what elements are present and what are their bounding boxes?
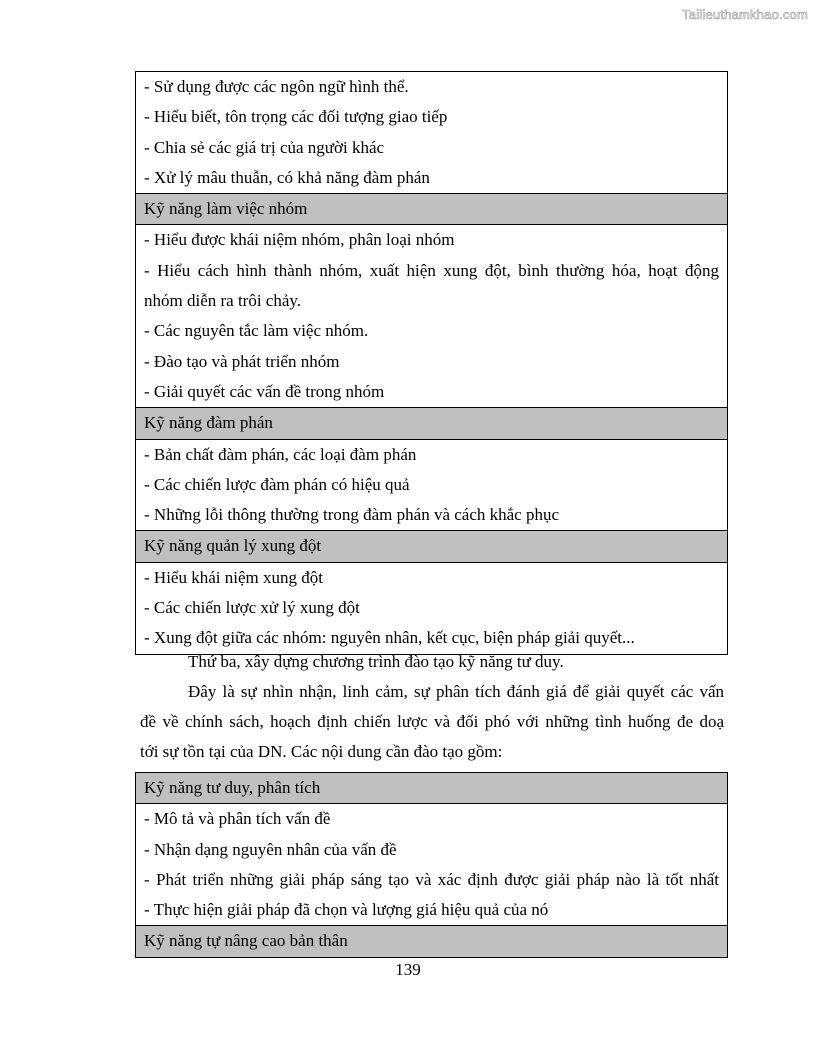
paragraph-line: đề về chính sách, hoạch định chiến lược và đối phó với những tình huống đe doạ [140,712,724,731]
list-item: - Nhận dạng nguyên nhân của vấn đề [144,839,397,859]
conflict-items [136,563,727,654]
list-item: - Xử lý mâu thuẫn, có khả năng đàm phán [144,167,430,187]
negotiation-items [136,440,727,531]
section-heading: Kỹ năng đàm phán [144,413,273,433]
conflict-heading-row [136,530,727,562]
list-item: - Hiểu được khái niệm nhóm, phân loại nhóm [144,230,455,250]
selfimprove-heading-row [136,925,727,956]
paragraph-line: Đây là sự nhìn nhận, linh cảm, sự phân tích đánh giá để giải quyết các vấn [188,682,724,701]
list-item: - Giải quyết các vấn đề trong nhóm [144,381,385,401]
list-item: - Những lỗi thông thường trong đàm phán và cách khắc phục [144,505,560,525]
list-item: - Bản chất đàm phán, các loại đàm phán [144,444,417,464]
teamwork-items [136,225,727,407]
list-item: - Các nguyên tắc làm việc nhóm. [144,321,369,341]
list-item: - Các chiến lược xử lý xung đột [144,598,360,618]
section-heading: Kỹ năng tự nâng cao bản thân [144,931,348,951]
paragraph-line: tới sự tồn tại của DN. Các nội dung cần đào tạo gồm: [140,742,503,761]
watermark: Tailieuthamkhao.com [682,7,808,22]
teamwork-heading-row [136,193,727,225]
thinking-items [136,804,727,925]
section-heading: Kỹ năng làm việc nhóm [144,199,308,219]
list-item: - Xung đột giữa các nhóm: nguyên nhân, kết cục, biện pháp giải quyết... [144,628,635,648]
section-heading: Kỹ năng quản lý xung đột [144,536,322,556]
list-item: - Đào tạo và phát triển nhóm [144,351,340,371]
body-text [140,647,724,767]
list-item: - Chia sẻ các giá trị của người khác [144,137,385,157]
list-item: - Mô tả và phân tích vấn đề [144,809,331,829]
list-item: - Phát triển những giải pháp sáng tạo và xác định được giải pháp nào là tốt nhất [144,869,719,889]
skills-table-1 [135,71,728,655]
list-item: - Hiểu biết, tôn trọng các đối tượng giao tiếp [144,107,448,127]
negotiation-heading-row [136,407,727,439]
page-number: 139 [395,960,421,979]
list-item: - Thực hiện giải pháp đã chọn và lượng giá hiệu quả của nó [144,900,549,920]
section-heading: Kỹ năng tư duy, phân tích [144,778,321,797]
list-item: - Các chiến lược đàm phán có hiệu quả [144,474,410,494]
list-item: - Hiểu khái niệm xung đột [144,567,323,587]
communication-items [136,72,727,193]
paragraph-third: Thứ ba, xây dựng chương trình đào tạo kỹ năng tư duy. [188,652,564,671]
thinking-heading-row [136,773,727,804]
list-item: - Sử dụng được các ngôn ngữ hình thể. [144,77,409,96]
list-item: - Hiểu cách hình thành nhóm, xuất hiện xung đột, bình thường hóa, hoạt động [144,260,719,280]
list-item: nhóm diễn ra trôi chảy. [144,291,302,311]
skills-table-2 [135,772,728,958]
